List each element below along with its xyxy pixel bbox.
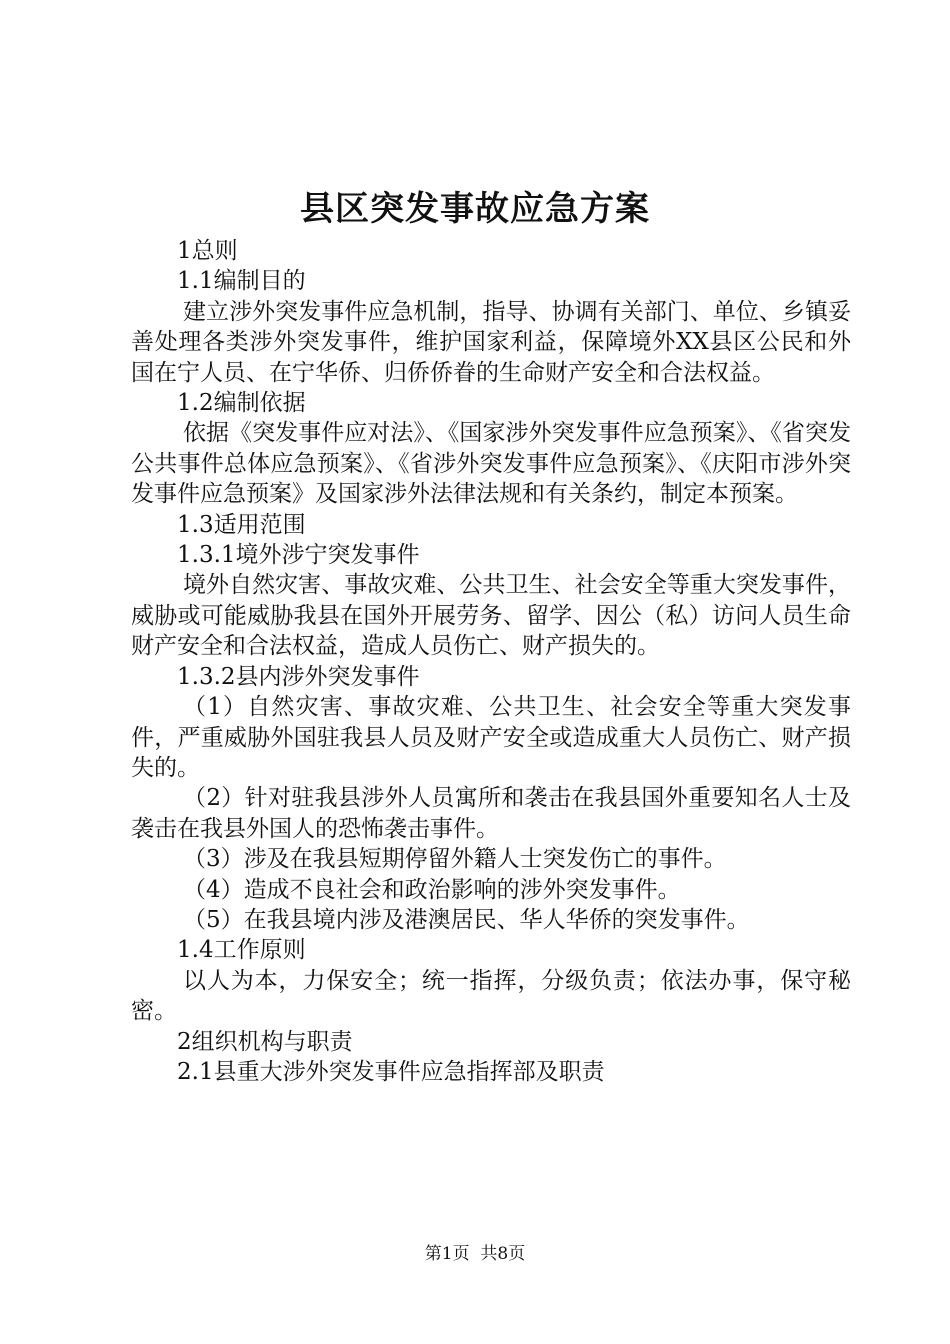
section-heading: 2.1县重大涉外突发事件应急指挥部及职责 [177, 1058, 605, 1085]
section-heading: 1.3.2县内涉外突发事件 [177, 663, 420, 690]
page-number: 第1页 [424, 1244, 470, 1264]
body-paragraph: （4）造成不良社会和政治影响的涉外突发事件。 [183, 876, 681, 903]
body-paragraph: 以人为本，力保安全；统一指挥，分级负责；依法办事，保守秘密。 [131, 967, 851, 1025]
document-title: 县区突发事故应急方案 [300, 189, 650, 229]
section-heading: 1.4工作原则 [177, 937, 306, 964]
page-total: 共8页 [480, 1244, 526, 1264]
body-paragraph: （1）自然灾害、事故灾难、公共卫生、社会安全等重大突发事件，严重威胁外国驻我县人员及财产安全或造成重大人员伤亡、财产损失的。 [131, 694, 851, 781]
section-heading: 1.2编制依据 [177, 390, 306, 417]
body-paragraph: （5）在我县境内涉及港澳居民、华人华侨的突发事件。 [183, 906, 750, 933]
section-heading: 1.3适用范围 [177, 511, 306, 538]
footer-separator [470, 1244, 481, 1264]
body-paragraph: 境外自然灾害、事故灾难、公共卫生、社会安全等重大突发事件，威胁或可能威胁我县在国外开展劳务、留学、因公（私）访问人员生命财产安全和合法权益，造成人员伤亡、财产损失的。 [131, 572, 851, 660]
body-paragraph: （3）涉及在我县短期停留外籍人士突发伤亡的事件。 [183, 846, 727, 873]
body-paragraph: （2）针对驻我县涉外人员寓所和袭击在我县国外重要知名人士及袭击在我县外国人的恐怖袭击事件。 [131, 785, 851, 842]
body-paragraph: 依据《突发事件应对法》、《国家涉外突发事件应急预案》、《省突发公共事件总体应急预案》、《省涉外突发事件应急预案》、《庆阳市涉外突发事件应急预案》及国家涉外法律法规和有关条约，制定本预案。 [131, 420, 851, 508]
section-heading: 1.1编制目的 [177, 268, 306, 295]
section-heading: 2组织机构与职责 [177, 1028, 353, 1055]
section-heading: 1.3.1境外涉宁突发事件 [177, 542, 420, 569]
page-footer [0, 1242, 950, 1266]
section-heading: 1总则 [177, 238, 238, 264]
document-body [131, 236, 851, 1087]
body-paragraph: 建立涉外突发事件应急机制，指导、协调有关部门、单位、乡镇妥善处理各类涉外突发事件，维护国家利益，保障境外XX县区公民和外国在宁人员、在宁华侨、归侨侨眷的生命财产安全和合法权益。 [131, 298, 851, 386]
